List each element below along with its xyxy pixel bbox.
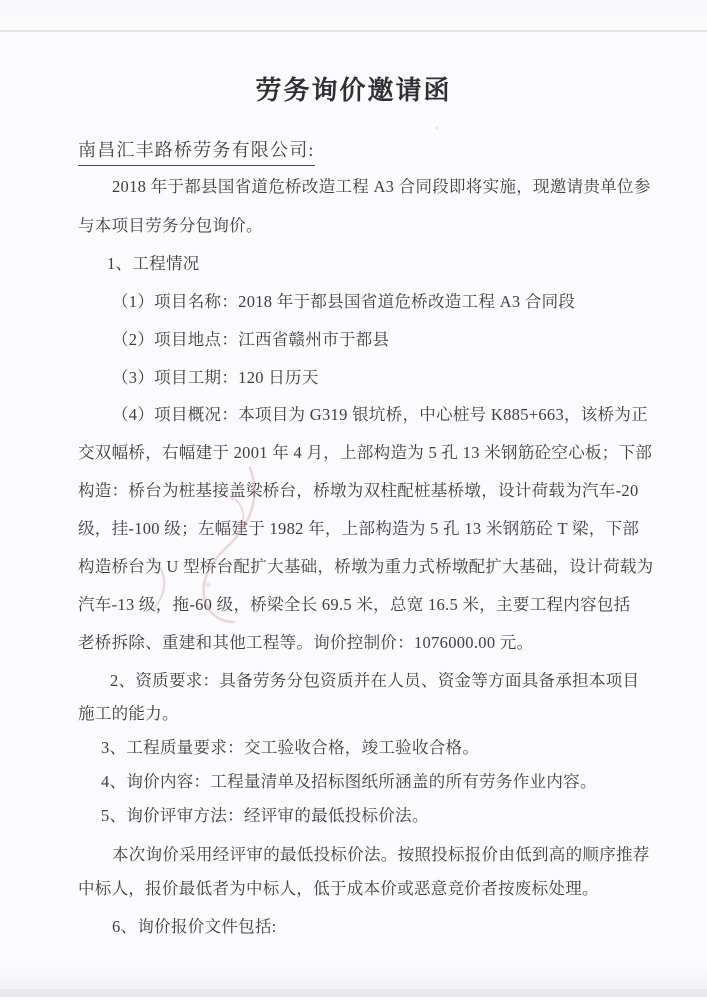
scan-artifact-top-line	[0, 30, 707, 32]
doc-line: 与本项目劳务分包询价。	[78, 216, 263, 235]
doc-line: （3）项目工期：120 日历天	[112, 368, 319, 387]
doc-line: 汽车-13 级，拖-60 级，桥梁全长 69.5 米，总宽 16.5 米，主要工程内容包括	[78, 595, 631, 614]
doc-line: 构造桥台为 U 型桥台配扩大基础，桥墩为重力式桥墩配扩大基础，设计荷载为	[78, 557, 654, 576]
doc-line: 施工的能力。	[78, 704, 179, 723]
doc-line: 构造：桥台为桩基接盖梁桥台，桥墩为双柱配桩基桥墩，设计荷载为汽车-20	[78, 481, 639, 500]
doc-line: （2）项目地点：江西省赣州市于都县	[112, 330, 390, 349]
document-title: 劳务询价邀请函	[255, 76, 452, 105]
doc-line: 中标人，报价最低者为中标人，低于成本价或恶意竞价者按废标处理。	[78, 879, 599, 898]
scan-artifact-bottom-band	[0, 989, 707, 997]
doc-line: 交双幅桥，右幅建于 2001 年 4 月，上部构造为 5 孔 13 米钢筋砼空心板；下部	[78, 443, 653, 462]
doc-line: 4、询价内容：工程量清单及招标图纸所涵盖的所有劳务作业内容。	[101, 772, 597, 791]
doc-line: 本次询价采用经评审的最低投标价法。按照投标报价由低到高的顺序推荐	[112, 845, 650, 864]
doc-line: 1、工程情况	[107, 254, 200, 273]
doc-line: 级，挂-100 级；左幅建于 1982 年，上部构造为 5 孔 13 米钢筋砼 T 梁，下部	[78, 519, 640, 538]
doc-line: 2018 年于都县国省道危桥改造工程 A3 合同段即将实施，现邀请贵单位参	[112, 177, 651, 196]
doc-line: （4）项目概况：本项目为 G319 银坑桥，中心桩号 K885+663，该桥为正	[112, 405, 649, 424]
recipient-name: 南昌汇丰路桥劳务有限公司:	[78, 136, 315, 166]
doc-line: 3、工程质量要求：交工验收合格，竣工验收合格。	[101, 738, 480, 757]
doc-line: 老桥拆除、重建和其他工程等。询价控制价：1076000.00 元。	[78, 633, 534, 652]
doc-line: 5、询价评审方法：经评审的最低投标价法。	[101, 806, 429, 825]
doc-line: 6、询价报价文件包括:	[112, 917, 277, 936]
doc-line: 2、资质要求：具备劳务分包资质并在人员、资金等方面具备承担本项目	[110, 671, 640, 690]
doc-line: （1）项目名称：2018 年于都县国省道危桥改造工程 A3 合同段	[112, 292, 576, 311]
